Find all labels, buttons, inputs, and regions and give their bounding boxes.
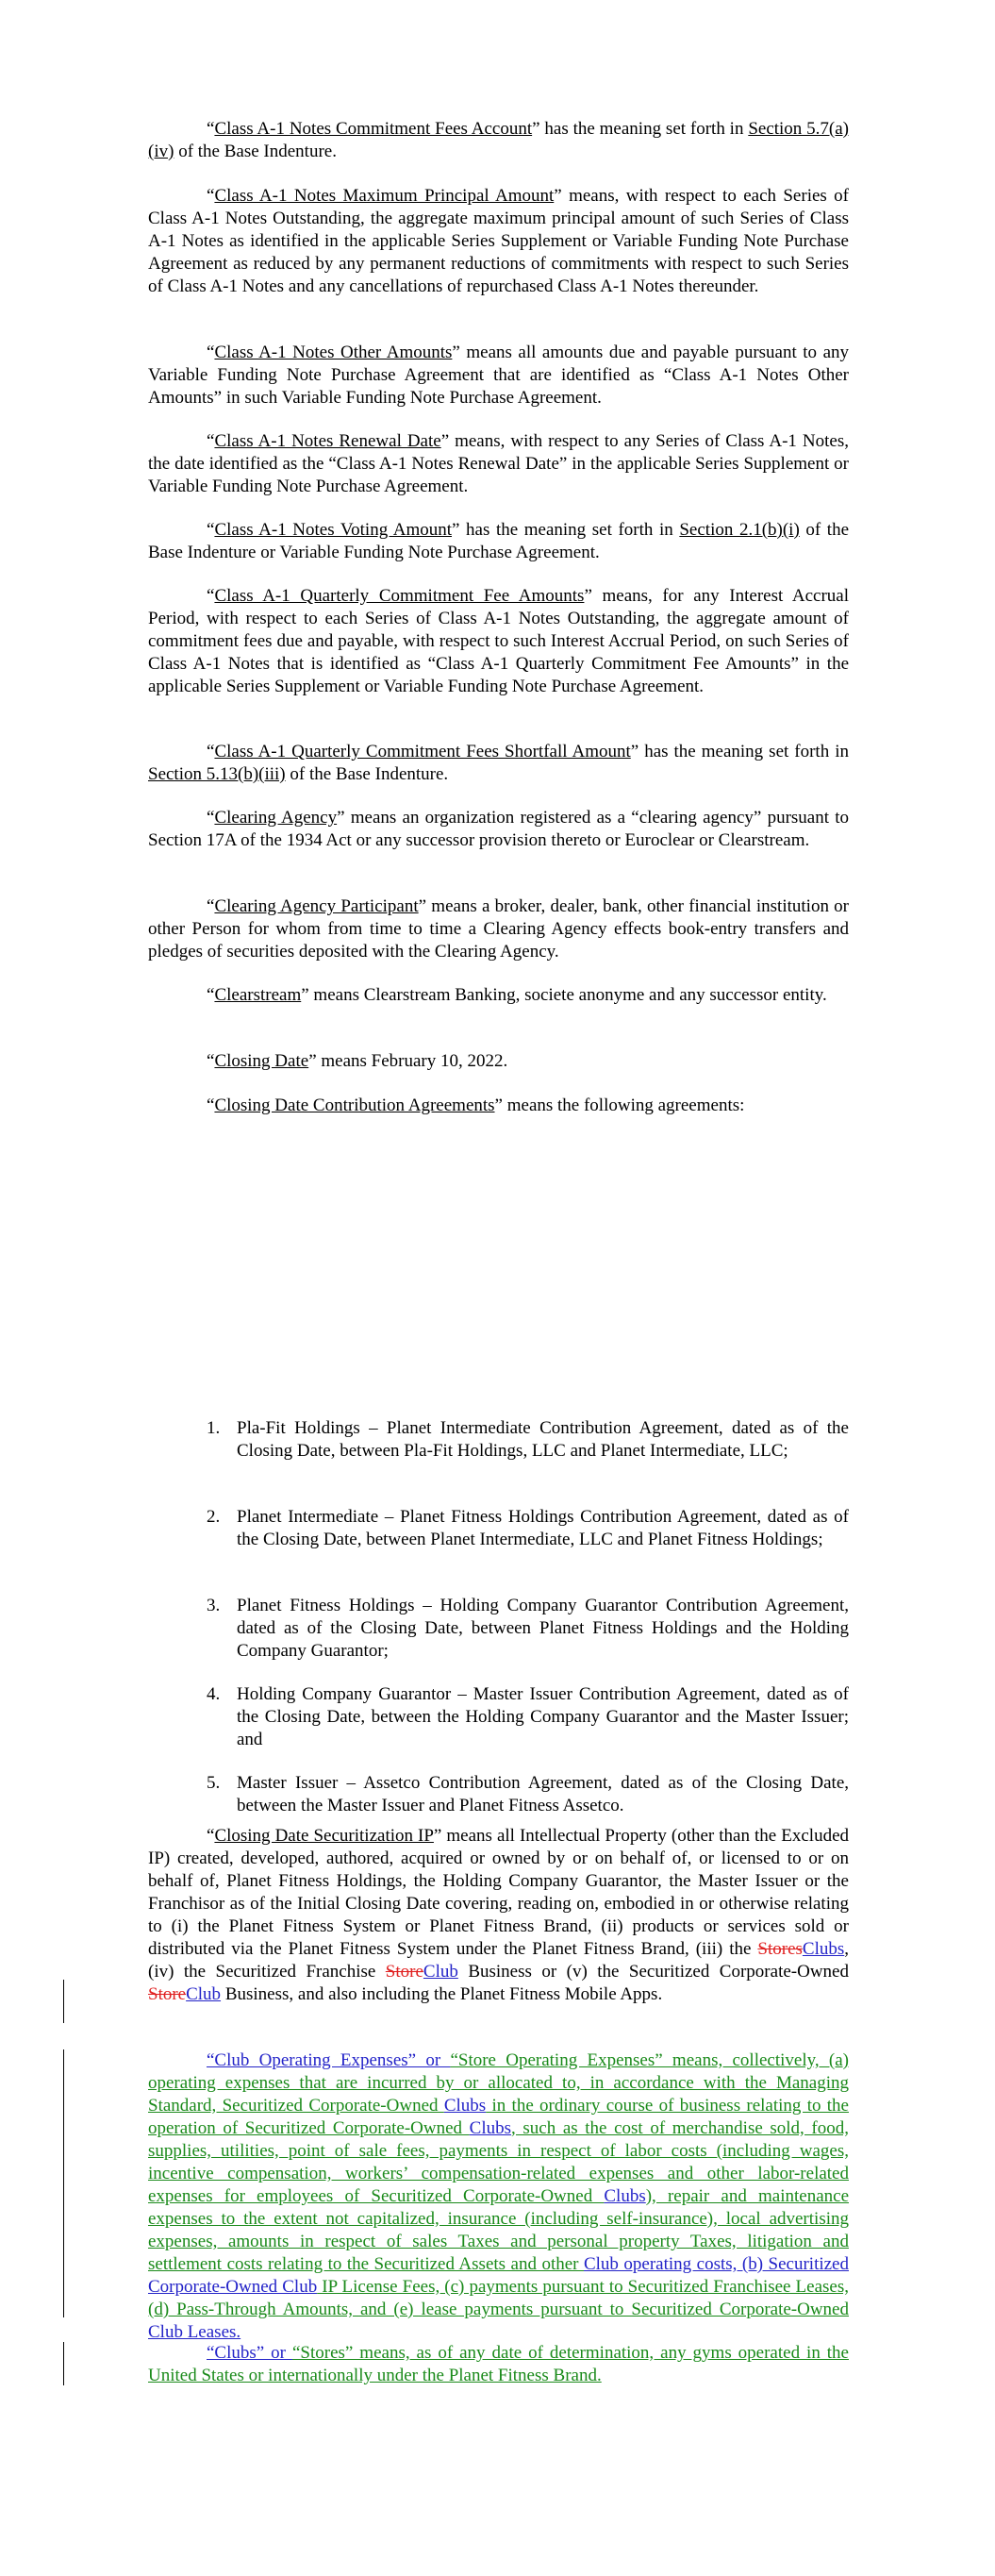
deleted-text: Store <box>385 1962 423 1982</box>
defined-term: Class A-1 Notes Renewal Date <box>214 431 441 451</box>
definition-club-operating-expenses <box>148 2049 849 2344</box>
inserted-text: Club <box>186 1984 222 2004</box>
inserted-text: Clubs <box>604 2186 646 2206</box>
change-bar <box>63 2342 64 2385</box>
definition-other-amounts: “Class A-1 Notes Other Amounts” means all amounts due and payable pursuant to any Variable Funding Note Purchase Agreement that are identified as “Class A-1 Notes Other Amounts” in such Variable Funding Note Purchase Agreement. <box>148 343 850 408</box>
moved-text: “Store Operating Expenses” means, collectively, (a) operating expenses that are incurred by or allocated to, in accordance with the Managing Standard, Securitized Corporate-Owned <box>148 2050 849 2116</box>
definition-clearstream: “Clearstream” means Clearstream Banking, societe anonyme and any successor entity. <box>207 985 827 1005</box>
definition-closing-date: “Closing Date” means February 10, 2022. <box>207 1051 508 1071</box>
inserted-text: Clubs <box>469 2118 512 2138</box>
change-bar <box>63 1980 64 2023</box>
defined-term: Class A-1 Notes Maximum Principal Amount <box>214 186 555 206</box>
defined-term: Clearing Agency <box>214 808 338 828</box>
section-reference: Section 5.13(b)(iii) <box>148 764 286 784</box>
moved-text: “Stores” means, as of any date of determination, any gyms operated in the United States or internationally under the Planet Fitness Brand. <box>148 2343 849 2385</box>
definition-securitization-ip: “Closing Date Securitization IP” means all Intellectual Property (other than the Excluded IP) created, developed, authored, acquired or owned by or on behalf of, or licensed to or on behalf of, Planet Fitness Holdings, the Holding Company Guarantor, the Master Issuer or the Franchisor as of the Initial Closing Date covering, reading on, embodied in or otherwise relating to (i) the Planet Fitness System or Planet Fitness Brand, (ii) products or services sold or distributed via the Planet Fitness System under the Planet Fitness Brand, (iii) the StoresClubs, (iv) the Securitized Franchise StoreClub Business or (v) the Securitized Corporate-Owned StoreClub Business, and also including the Planet Fitness Mobile Apps. <box>148 1826 850 2004</box>
moved-text: in the ordinary course of business relating to the operation of Securitized Corporate-Owned <box>148 2096 849 2138</box>
defined-term: Closing Date Securitization IP <box>214 1826 434 1846</box>
inserted-text: “Club Operating Expenses” or <box>207 2050 451 2070</box>
deleted-text: Store <box>148 1984 187 2004</box>
section-reference: Section 5.7(a)(iv) <box>148 119 849 161</box>
defined-term: Class A-1 Quarterly Commitment Fee Amounts <box>214 586 585 606</box>
definition-clearing-agency: “Clearing Agency” means an organization registered as a “clearing agency” pursuant to Section 17A of the 1934 Act or any successor provision thereto or Euroclear or Clearstream. <box>148 808 849 850</box>
definition-contribution-agreements: “Closing Date Contribution Agreements” means the following agreements: <box>207 1096 745 1115</box>
definition-commitment-fees-account: “Class A-1 Notes Commitment Fees Account” has the meaning set forth in Section 5.7(a)(iv) of the Base Indenture. <box>148 119 849 161</box>
change-bar <box>63 2049 64 2317</box>
inserted-text: Club <box>423 1962 458 1982</box>
definition-clubs <box>148 2342 849 2387</box>
defined-term: Clearing Agency Participant <box>214 896 419 916</box>
moved-text: ), repair and maintenance expenses to the extent not capitalized, insurance (including self-insurance), local advertising expenses, amounts in respect of sales Taxes and personal property Taxes, litigation and settlement costs relating to the Securitized Assets and other <box>148 2186 849 2274</box>
definition-fees-shortfall-amount: “Class A-1 Quarterly Commitment Fees Shortfall Amount” has the meaning set forth in Section 5.13(b)(iii) of the Base Indenture. <box>148 742 849 784</box>
defined-term: Closing Date <box>214 1051 309 1071</box>
definition-quarterly-commitment-fee-amounts: “Class A-1 Quarterly Commitment Fee Amounts” means, for any Interest Accrual Period, with respect to each Series of Class A-1 Notes Outstanding, the aggregate amount of commitment fees due and payable, with respect to such Interest Accrual Period, on such Series of Class A-1 Notes that is identified as “Class A-1 Quarterly Commitment Fee Amounts” in the applicable Series Supplement or Variable Funding Note Purchase Agreement. <box>148 586 849 696</box>
moved-text: IP License Fees, (c) payments pursuant to Securitized Franchisee Leases, (d) Pass-Through Amounts, and (e) lease payments pursuant to Securitized Corporate-Owned <box>148 2277 849 2319</box>
definition-voting-amount: “Class A-1 Notes Voting Amount” has the meaning set forth in Section 2.1(b)(i) of the Base Indenture or Variable Funding Note Purchase Agreement. <box>148 520 849 562</box>
defined-term: Class A-1 Quarterly Commitment Fees Shortfall Amount <box>214 742 631 761</box>
inserted-text: Clubs <box>443 2096 487 2116</box>
inserted-text: Club Leases. <box>148 2322 241 2342</box>
deleted-text: Stores <box>757 1939 803 1959</box>
inserted-text: Clubs <box>802 1939 845 1959</box>
document-page: “Class A-1 Notes Commitment Fees Account” has the meaning set forth in Section 5.7(a)(iv) of the Base Indenture. “Class A-1 Notes Maximum Principal Amount” means, with respect to each Series of Class A-1 Notes Outstanding, the aggregate maximum principal amount of such Series of Class A-1 Notes as identified in the applicable Series Supplement or Variable Funding Note Purchase Agreement as reduced by any permanent reductions of commitments with respect to such Series of Class A-1 Notes and any cancellations of repurchased Class A-1 Notes thereunder. “Class A-1 Notes Other Amounts” means all amounts due and payable pursuant to any Variable Funding Note Purchase Agreement that are identified as “Class A-1 Notes Other Amounts” in such Variable Funding Note Purchase Agreement. “Class A-1 Notes Renewal Date” means, with respect to any Series of Class A-1 Notes, the date identified as the “Class A-1 Notes Renewal Date” in the applicable Series Supplement or Variable Funding Note Purchase Agreement. “Class A-1 Notes Voting Amount” has the meaning set forth in Section 2.1(b)(i) of the Base Indenture or Variable Funding Note Purchase Agreement. “Class A-1 Quarterly Commitment Fee Amounts” means, for any Interest Accrual Period, with respect to each Series of Class A-1 Notes Outstanding, the aggregate amount of commitment fees due and payable, with respect to such Interest Accrual Period, on such Series of Class A-1 Notes that is identified as “Class A-1 Quarterly Commitment Fee Amounts” in the applicable Series Supplement or Variable Funding Note Purchase Agreement. “Class A-1 Quarterly Commitment Fees Shortfall Amount” has the meaning set forth in Section 5.13(b)(iii) of the Base Indenture. “Clearing Agency” means an organization registered as a “clearing agency” pursuant to Section 17A of the 1934 Act or any successor provision thereto or Euroclear or Clearstream. “Clearing Agency Participant” means a broker, dealer, bank, other financial institution or other Person for whom from time to time a Clearing Agency effects book-entry transfers and pledges of securities deposited with the Clearing Agency. “Clearstream” means Clearstream Banking, societe anonyme and any successor entity. “Closing Date” means February 10, 2022. “Closing Date Contribution Agreements” means the following agreements: 1. Pla-Fit Holdings – Planet Intermediate Contribution Agreement, dated as of the Closing Date, between Pla-Fit Holdings, LLC and Planet Intermediate, LLC; 2. Planet Intermediate – Planet Fitness Holdings Contribution Agreement, dated as of the Closing Date, between Planet Intermediate, LLC and Planet Fitness Holdings; 3. Planet Fitness Holdings – Holding Company Guarantor Contribution Agreement, dated as of the Closing Date, between Planet Fitness Holdings and the Holding Company Guarantor; 4. Holding Company Guarantor – Master Issuer Contribution Agreement, dated as of the Closing Date, between the Holding Company Guarantor and the Master Issuer; and 5. Master Issuer – Assetco Contribution Agreement, dated as of the Closing Date, between the Master Issuer and Planet Fitness Assetco. “Closing Date Securitization IP” means all Intellectual Property (other than the Excluded IP) created, developed, authored, acquired or owned by or on behalf of, or licensed to or on behalf of, Planet Fitness Holdings, the Holding Company Guarantor, the Master Issuer or the Franchisor as of the Initial Closing Date covering, reading on, embodied in or otherwise relating to (i) the Planet Fitness System or Planet Fitness Brand, (ii) products or services sold or distributed via the Planet Fitness System under the Planet Fitness Brand, (iii) the StoresClubs, (iv) the Securitized Franchise StoreClub Business or (v) the Securitized Corporate-Owned StoreClub Business, and also including the Planet Fitness Mobile Apps. “Club Operating Expenses” or “Store Operating Expenses” means, collectively, (a) operating expenses that are incurred by or allocated to, in accordance with the Managing Standard, Securitized Corporate-Owned Clubs in the ordinary course of business relating to the operation of Securitized Corporate-Owned Clubs, such as the cost of merchandise sold, food, supplies, utilities, point of sale fees, payments in respect of labor costs (including wages, incentive compensation, workers’ compensation-related expenses and other labor-related expenses for employees of Securitized Corporate-Owned Clubs), repair and maintenance expenses to the extent not capitalized, insurance (including self-insurance), local advertising expenses, amounts in respect of sales Taxes and personal property Taxes, litigation and settlement costs relating to the Securitized Assets and other Club operating costs, (b) Securitized Corporate-Owned Club IP License Fees, (c) payments pursuant to Securitized Franchisee Leases, (d) Pass-Through Amounts, and (e) lease payments pursuant to Securitized Corporate-Owned Club Leases. “Clubs” or “Stores” means, as of any date of determination, any gyms operated in the United States or internationally under the Planet Fitness Brand. <box>0 0 995 2576</box>
defined-term: Clearstream <box>214 985 302 1005</box>
defined-term: Closing Date Contribution Agreements <box>214 1096 495 1115</box>
defined-term: Class A-1 Notes Commitment Fees Account <box>214 119 533 139</box>
inserted-text: Club operating costs, (b) Securitized Corporate-Owned Club <box>148 2254 849 2297</box>
definition-clearing-agency-participant: “Clearing Agency Participant” means a broker, dealer, bank, other financial institution or other Person for whom from time to time a Clearing Agency effects book-entry transfers and pledges of securities deposited with the Clearing Agency. <box>148 896 849 962</box>
definition-maximum-principal-amount: “Class A-1 Notes Maximum Principal Amount” means, with respect to each Series of Class A-1 Notes Outstanding, the aggregate maximum principal amount of such Series of Class A-1 Notes as identified in the applicable Series Supplement or Variable Funding Note Purchase Agreement as reduced by any permanent reductions of commitments with respect to such Series of Class A-1 Notes and any cancellations of repurchased Class A-1 Notes thereunder. <box>148 186 849 296</box>
section-reference: Section 2.1(b)(i) <box>679 520 800 540</box>
defined-term: Class A-1 Notes Voting Amount <box>214 520 453 540</box>
moved-text: , such as the cost of merchandise sold, food, supplies, utilities, point of sale fees, payments in respect of labor costs (including wages, incentive compensation, workers’ compensation-related expenses and other labor-related expenses for employees of Securitized Corporate-Owned <box>148 2118 849 2206</box>
defined-term: Class A-1 Notes Other Amounts <box>214 343 453 362</box>
inserted-text: “Clubs” or <box>207 2343 292 2363</box>
definition-renewal-date: “Class A-1 Notes Renewal Date” means, with respect to any Series of Class A-1 Notes, the date identified as the “Class A-1 Notes Renewal Date” in the applicable Series Supplement or Variable Funding Note Purchase Agreement. <box>148 431 849 496</box>
